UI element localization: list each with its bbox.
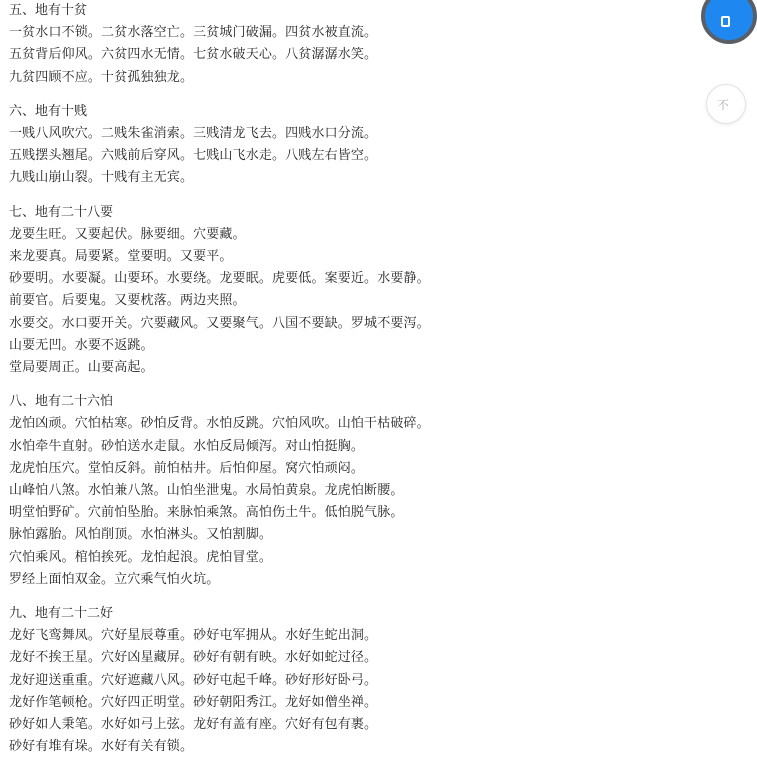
section-requirements: [9, 202, 699, 380]
section-fears: [9, 391, 699, 591]
text-line: 水要交。水口要开关。穴要藏风。又要聚气。八国不要缺。罗城不要泻。: [9, 315, 430, 331]
text-line: 明堂怕野矿。穴前怕坠胎。来脉怕乘煞。高怕伤土牛。低怕脱气脉。: [9, 505, 404, 521]
document-icon: [721, 16, 730, 27]
text-line: 穴怕乘风。棺怕挨死。龙怕起浪。虎怕冒堂。: [9, 549, 273, 565]
text-line: 龙好作笔顿枪。穴好四正明堂。砂好朝阳秀江。龙好如僧坐禅。: [9, 694, 378, 710]
text-line: 龙好不挨王星。穴好凶星藏屏。砂好有朝有映。水好如蛇过径。: [9, 650, 378, 666]
text-line: 砂要明。水要凝。山要环。水要绕。龙要眠。虎要低。案要近。水要静。: [9, 271, 430, 287]
text-line: 九贫四顾不应。十贫孤独独龙。: [9, 69, 194, 85]
text-line: 龙好飞鸾舞凤。穴好星辰尊重。砂好屯军拥从。水好生蛇出洞。: [9, 628, 378, 644]
text-line: 龙要生旺。又要起伏。脉要细。穴要藏。: [9, 226, 246, 242]
section-title: 九、地有二十二好: [9, 606, 114, 622]
section-title: 五、地有十贫: [9, 3, 88, 18]
text-line: 来龙要真。局要紧。堂要明。又要平。: [9, 249, 233, 265]
text-line: 前要官。后要鬼。又要枕落。两边夹照。: [9, 293, 246, 309]
floating-document-button[interactable]: [701, 0, 757, 44]
floating-translate-button[interactable]: [706, 84, 746, 124]
text-line: 龙虎怕压穴。堂怕反斜。前怕枯井。后怕仰屋。窝穴怕顽闷。: [9, 460, 365, 476]
translate-glyph: 不: [717, 98, 730, 112]
text-line: 龙怕凶顽。穴怕枯寒。砂怕反背。水怕反跳。穴怕风吹。山怕干枯破碎。: [9, 416, 430, 432]
text-line: 砂好有堆有垛。水好有关有锁。: [9, 739, 194, 755]
text-line: 一贱八风吹穴。二贱朱雀消索。三贱清龙飞去。四贱水口分流。: [9, 126, 378, 142]
section-lowly: [9, 101, 699, 190]
text-line: 山要无凹。水要不返跳。: [9, 337, 154, 353]
text-line: 罗经上面怕双金。立穴乘气怕火坑。: [9, 571, 220, 587]
section-title: 六、地有十贱: [9, 103, 88, 119]
article-body: [9, 0, 699, 759]
text-line: 堂局要周正。山要高起。: [9, 360, 154, 376]
text-line: 砂好如人秉笔。水好如弓上弦。龙好有盖有座。穴好有包有裹。: [9, 717, 378, 733]
section-title: 八、地有二十六怕: [9, 394, 114, 410]
section-title: 七、地有二十八要: [9, 204, 114, 220]
text-line: 五贱摆头翘尾。六贱前后穿风。七贱山飞水走。八贱左右皆空。: [9, 148, 378, 164]
text-line: 五贫背后仰风。六贫四水无情。七贫水破天心。八贫潺潺水笑。: [9, 47, 378, 63]
text-line: 龙好迎送重重。穴好遮藏八风。砂好屯起千峰。砂好形好卧弓。: [9, 672, 378, 688]
text-line: 脉怕露胎。风怕削顶。水怕淋头。又怕割脚。: [9, 527, 273, 543]
section-goods: [9, 603, 699, 758]
text-line: 水怕牵牛直射。砂怕送水走鼠。水怕反局倾泻。对山怕挺胸。: [9, 438, 365, 454]
text-line: 一贫水口不锁。二贫水落空亡。三贫城门破漏。四贫水被直流。: [9, 25, 378, 41]
text-line: 九贱山崩山裂。十贱有主无宾。: [9, 170, 194, 186]
text-line: 山峰怕八煞。水怕兼八煞。山怕坐泄鬼。水局怕黄泉。龙虎怕断腰。: [9, 483, 404, 499]
section-poverty: [9, 0, 699, 89]
